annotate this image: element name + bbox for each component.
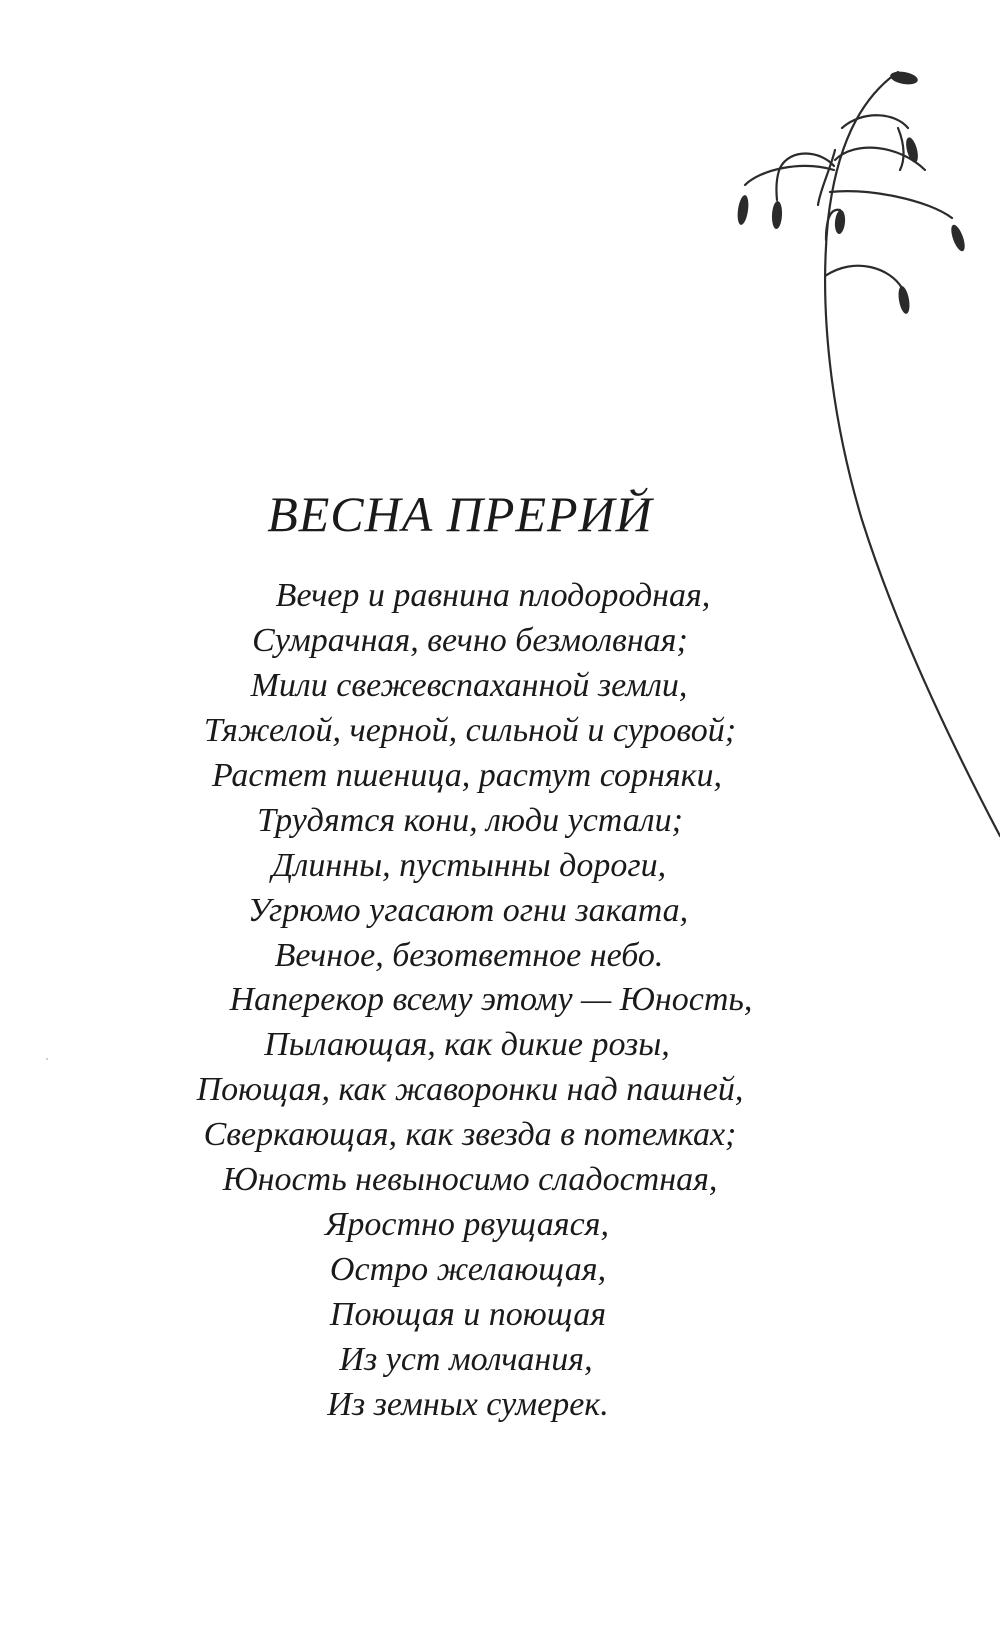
- poem-line: Сверкающая, как звезда в потемках;: [203, 1116, 737, 1153]
- poem-line: Из уст молчания,: [339, 1341, 593, 1378]
- poem-line: Поющая, как жаворонки над пашней,: [196, 1071, 744, 1108]
- poem-line: Остро желающая,: [329, 1251, 607, 1288]
- poem-line: Длинны, пустынны дороги,: [271, 847, 667, 884]
- print-speck: [46, 1058, 48, 1060]
- poem-title: ВЕСНА ПРЕРИЙ: [267, 486, 653, 542]
- poem-line: Мили свежевспаханной земли,: [250, 667, 688, 704]
- poem-line: Пылающая, как дикие розы,: [264, 1026, 670, 1063]
- poem-line: Из земных сумерек.: [327, 1386, 609, 1423]
- poem-line: Вечер и равнина плодородная,: [275, 577, 711, 614]
- poem-line: Угрюмо угасают огни заката,: [247, 892, 689, 929]
- poem-line: Вечное, безответное небо.: [274, 937, 664, 974]
- poem-line: Растет пшеница, растут сорняки,: [211, 757, 723, 794]
- poem-line: Поющая и поющая: [329, 1296, 607, 1333]
- poem-line: Юность невыносимо сладостная,: [222, 1161, 718, 1198]
- poem-line: Трудятся кони, люди устали;: [257, 802, 683, 839]
- poem-line: Тяжелой, черной, сильной и суровой;: [203, 712, 737, 749]
- poem-line: Наперекор всему этому — Юность,: [229, 981, 753, 1018]
- poem-line: Яростно рвущаяся,: [325, 1206, 609, 1243]
- poem-line: Сумрачная, вечно безмолвная;: [252, 622, 688, 659]
